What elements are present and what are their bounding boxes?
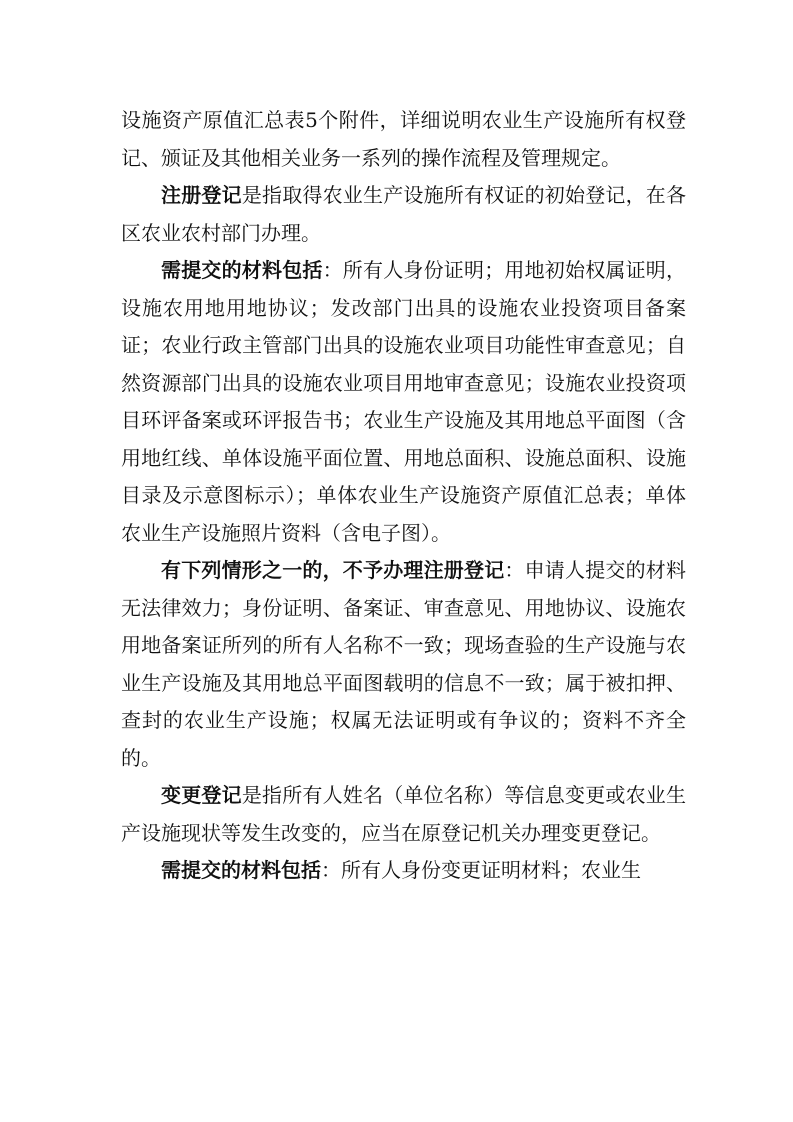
paragraph-text: 设施资产原值汇总表5个附件，详细说明农业生产设施所有权登记、颁证及其他相关业务一系列的操作流程及管理规定。 — [121, 108, 686, 170]
paragraph-lead: 变更登记 — [161, 783, 242, 807]
paragraph-continuation — [121, 102, 686, 177]
paragraph-text: 是指所有人姓名（单位名称）等信息变更或农业生产设施现状等发生改变的，应当在原登记机关办理变更登记。 — [121, 783, 687, 845]
paragraph-text: 是指取得农业生产设施所有权证的初始登记，在各区农业农村部门办理。 — [121, 183, 687, 245]
paragraph-text: ：所有人身份变更证明材料；农业生 — [321, 858, 641, 882]
document-body — [121, 102, 686, 890]
paragraph-lead: 需提交的材料包括 — [161, 858, 321, 882]
paragraph-lead: 有下列情形之一的，不予办理注册登记 — [161, 558, 505, 582]
paragraph-registration — [121, 177, 686, 252]
paragraph-change-registration — [121, 777, 686, 852]
paragraph-rejection-conditions — [121, 552, 686, 777]
paragraph-change-materials — [121, 852, 686, 890]
paragraph-registration-materials — [121, 252, 686, 552]
paragraph-lead: 需提交的材料包括 — [161, 258, 323, 282]
paragraph-lead: 注册登记 — [161, 183, 242, 207]
paragraph-text: ：所有人身份证明；用地初始权属证明，设施农用地用地协议；发改部门出具的设施农业投资项目备案证；农业行政主管部门出具的设施农业项目功能性审查意见；自然资源部门出具的设施农业项目用地审查意见；设施农业投资项目环评备案或环评报告书；农业生产设施及其用地总平面图（含用地红线、单体设施平面位置、用地总面积、设施总面积、设施目录及示意图标示）；单体农业生产设施资产原值汇总表；单体农业生产设施照片资料（含电子图）。 — [121, 258, 687, 545]
paragraph-text: ：申请人提交的材料无法律效力；身份证明、备案证、审查意见、用地协议、设施农用地备案证所列的所有人名称不一致；现场查验的生产设施与农业生产设施及其用地总平面图载明的信息不一致；属于被扣押、查封的农业生产设施；权属无法证明或有争议的；资料不齐全的。 — [121, 558, 687, 770]
